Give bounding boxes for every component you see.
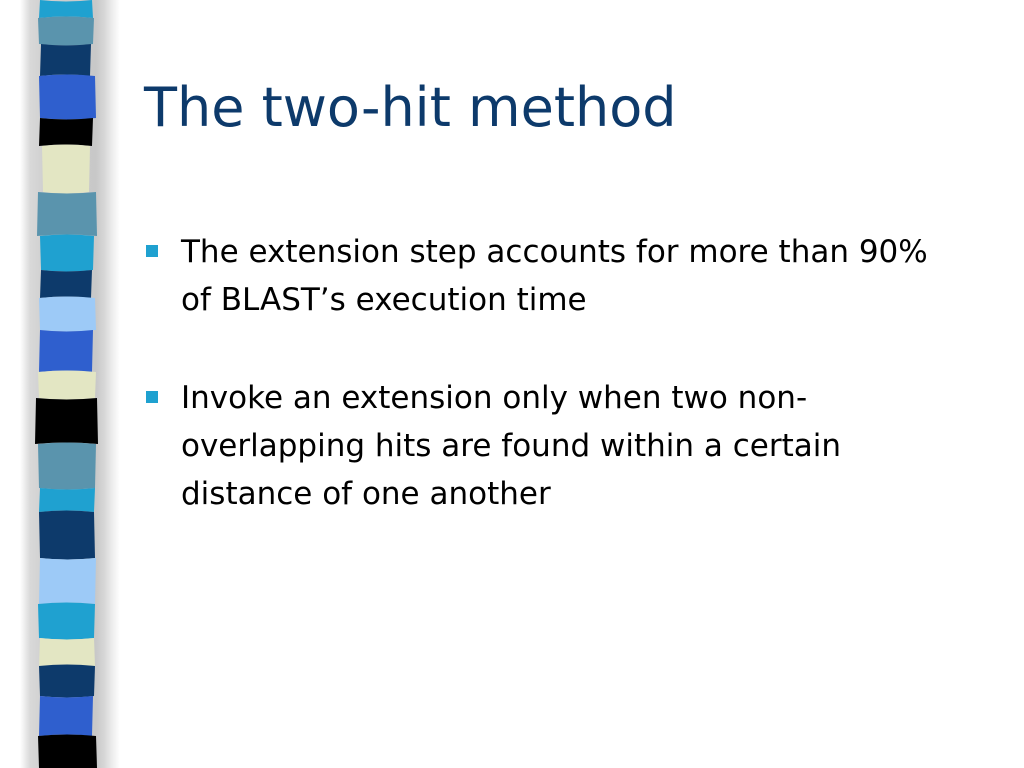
strip-block (38, 17, 94, 46)
square-bullet-icon (146, 245, 158, 257)
strip-block (40, 235, 94, 272)
strip-block (38, 443, 96, 490)
square-bullet-icon (146, 391, 158, 403)
strip-block (39, 118, 93, 146)
strip-block (39, 511, 95, 560)
strip-block (39, 297, 96, 332)
decorative-color-strip (0, 0, 120, 768)
bullet-item (140, 228, 960, 324)
strip-block (39, 638, 95, 666)
strip-block (38, 735, 97, 768)
strip-block (39, 0, 93, 18)
strip-block (40, 270, 92, 298)
bullet-item (140, 374, 960, 518)
strip-block (39, 330, 93, 372)
bullet-text: The extension step accounts for more than 90% of BLAST’s execution time (181, 234, 928, 318)
strip-block (39, 696, 93, 736)
strip-block (38, 371, 96, 400)
bullet-text: Invoke an extension only when two non-overlapping hits are found within a certain distance of one another (181, 380, 842, 512)
strip-block (38, 603, 95, 640)
strip-block (39, 488, 95, 512)
bullet-list (140, 228, 960, 568)
strip-block (35, 398, 98, 444)
strip-block (39, 558, 96, 604)
strip-block (37, 192, 97, 236)
strip-block (39, 75, 96, 120)
strip-block (42, 145, 90, 194)
strip-block (39, 665, 95, 698)
strip-block (40, 44, 91, 76)
slide-title: The two-hit method (144, 76, 677, 139)
